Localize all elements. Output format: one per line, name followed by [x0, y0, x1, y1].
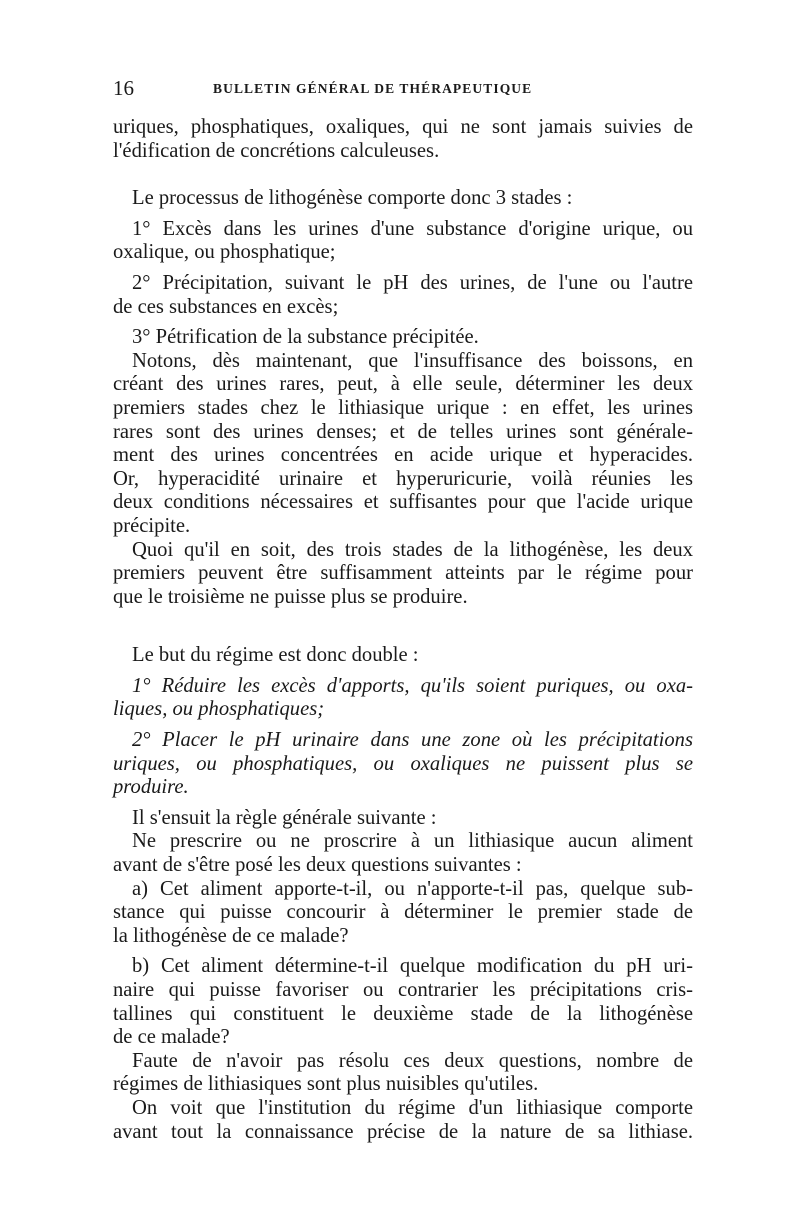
paragraph-general-rule: Il s'ensuit la règle générale suivante :: [132, 806, 437, 829]
body-text: [113, 116, 693, 1144]
stage-2: 2° Précipitation, suivant le pH des urines, de l'une ou l'autre de ces substances en excès;: [113, 271, 693, 318]
paragraph-continuation: uriques, phosphatiques, oxaliques, qui ne sont jamais suivies de l'édification de concrétions calculeuses.: [113, 116, 693, 162]
running-title: BULLETIN GÉNÉRAL DE THÉRAPEUTIQUE: [213, 81, 533, 96]
page-number: 16: [113, 76, 134, 100]
paragraph-stages-intro: Le processus de lithogénèse comporte donc 3 stades :: [132, 187, 573, 210]
goal-2: 2° Placer le pH urinaire dans une zone où les précipitations uriques, ou phosphatiques, ou oxaliques ne puissent plus se produire.: [113, 729, 693, 799]
stage-1: 1° Excès dans les urines d'une substance d'origine urique, ou oxalique, ou phosphatique;: [113, 217, 693, 264]
goal-1: 1° Réduire les excès d'apports, qu'ils soient puriques, ou oxa- liques, ou phosphatiques;: [113, 674, 693, 721]
paragraph-goal-intro: Le but du régime est donc double :: [132, 644, 419, 667]
question-a: a) Cet aliment apporte-t-il, ou n'apporte-t-il pas, quelque sub- stance qui puisse concourir à déterminer le premier stade de la lithogénèse de ce malade?: [113, 877, 693, 947]
paragraph-rule: Ne prescrire ou ne proscrire à un lithiasique aucun aliment avant de s'être posé les deux questions suivantes :: [113, 830, 693, 877]
question-b: b) Cet aliment détermine-t-il quelque modification du pH uri- naire qui puisse favoriser ou contrarier les précipitations cris- tallines qui constituent le deuxième stade de la lithogénèse de ce malade?: [113, 955, 693, 1049]
stage-3: 3° Pétrification de la substance précipitée.: [132, 326, 479, 349]
paragraph-notons: Notons, dès maintenant, que l'insuffisance des boissons, en créant des urines rares, peut, à elle seule, déterminer les deux premiers stades chez le lithiasique urique : en effet, les urines rares sont des urines denses; et de telles urines sont générale- ment des urines concentrées en acide urique et hyperacides. Or, hyperacidité urinaire et hyperuricurie, voilà réunies les deux conditions nécessaires et suffisantes pour que l'acide urique précipite.: [113, 349, 693, 537]
paragraph-faute: Faute de n'avoir pas résolu ces deux questions, nombre de régimes de lithiasiques sont plus nuisibles qu'utiles.: [113, 1049, 693, 1096]
page-header: [113, 76, 693, 106]
paragraph-quoi-quil: Quoi qu'il en soit, des trois stades de la lithogénèse, les deux premiers peuvent être suffisamment atteints par le régime pour que le troisième ne puisse plus se produire.: [113, 538, 693, 608]
paragraph-conclusion: On voit que l'institution du régime d'un lithiasique comporte avant tout la connaissance précise de la nature de sa lithiase.: [113, 1096, 693, 1143]
